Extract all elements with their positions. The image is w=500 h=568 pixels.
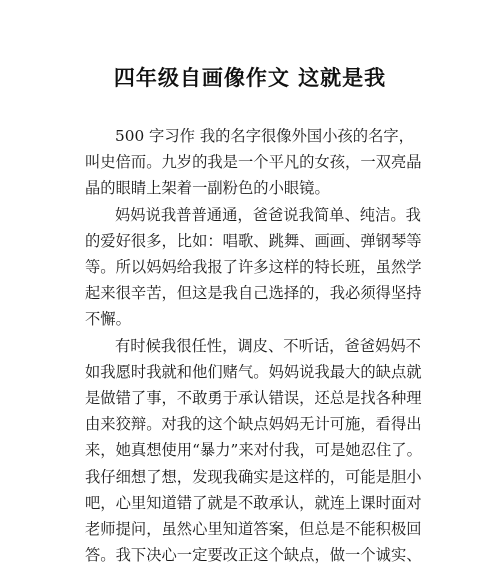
paragraph-line: 来，她真想使用“暴力”来对付我，可是她忍住了。	[85, 441, 422, 460]
paragraph-3	[85, 333, 430, 568]
paragraph-line: 叫史倍而。九岁的我是一个平凡的女孩，一双亮晶	[85, 153, 422, 172]
paragraph-line: 吧，心里知道错了就是不敢承认，就连上课时面对	[85, 493, 422, 512]
paragraph-line: 我仔细想了想，发现我确实是这样的，可能是胆小	[85, 467, 422, 486]
paragraph-line: 是做错了事，不敢勇于承认错误，还总是找各种理	[85, 389, 422, 408]
paragraph-line: 妈妈说我普普通通，爸爸说我简单、纯洁。我	[115, 205, 421, 224]
paragraph-line: 等。所以妈妈给我报了许多这样的特长班，虽然学	[85, 258, 422, 277]
paragraph-line: 的爱好很多，比如：唱歌、跳舞、画画、弹钢琴等	[85, 231, 422, 250]
page-title: 四年级自画像作文 这就是我	[113, 66, 387, 90]
paragraph-line: 答。我下决心一定要改正这个缺点，做一个诚实、	[85, 546, 422, 565]
paragraph-line: 如我愿时我就和他们赌气。妈妈说我最大的缺点就	[85, 362, 422, 381]
paragraph-line: 由来狡辩。对我的这个缺点妈妈无计可施，看得出	[85, 415, 422, 434]
paragraph-line: 晶的眼睛上架着一副粉色的小眼镜。	[85, 179, 330, 198]
paragraph-1	[85, 123, 430, 202]
paragraph-line: 老师提问，虽然心里知道答案，但总是不能积极回	[85, 520, 422, 539]
paragraph-line: 不懈。	[85, 310, 131, 329]
paragraph-line: 500 字习作 我的名字很像外国小孩的名字，	[115, 127, 414, 145]
paragraph-line: 起来很辛苦，但这是我自己选择的，我必须得坚持	[85, 284, 422, 303]
article-body	[85, 123, 430, 568]
paragraph-line: 有时候我很任性，调皮、不听话，爸爸妈妈不	[115, 336, 421, 355]
paragraph-2	[85, 202, 430, 333]
